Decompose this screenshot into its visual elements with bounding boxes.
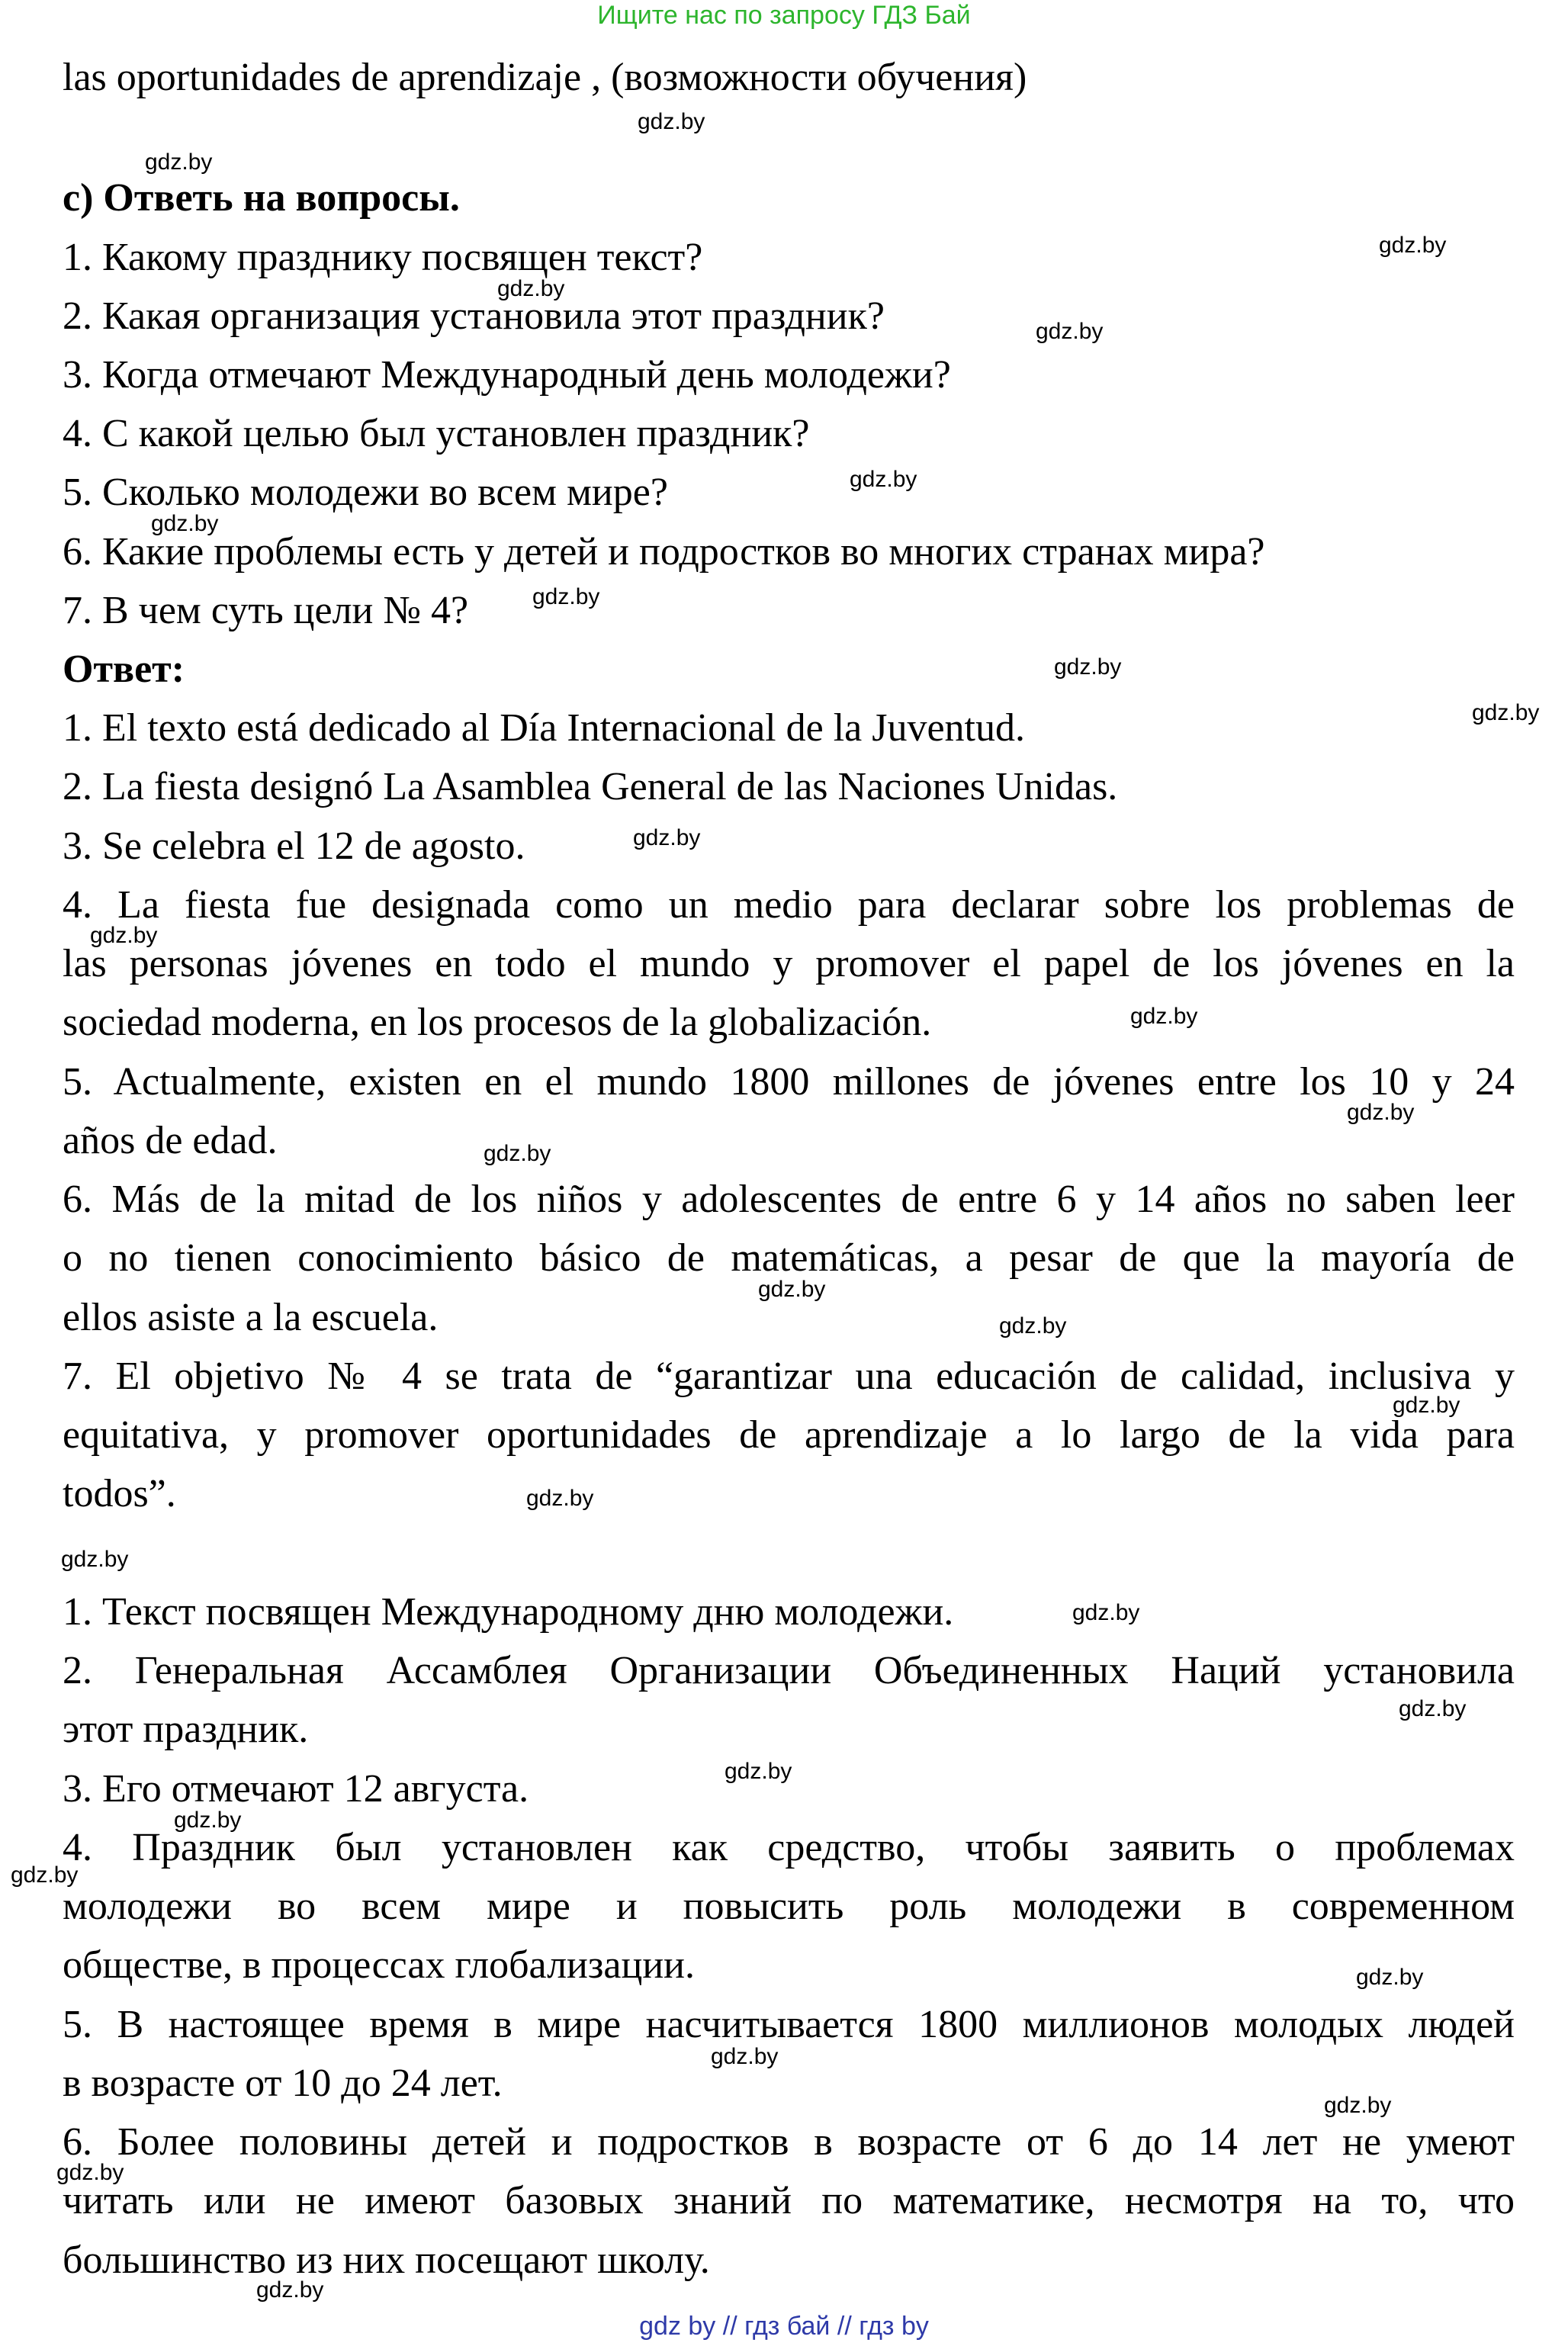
question-6: 6. Какие проблемы есть у детей и подростков во многих странах мира? [63,530,1265,574]
watermark: gdz.by [56,2160,124,2185]
watermark: gdz.by [61,1547,129,1572]
answer-es-6-line-3: ellos asiste a la escuela. [63,1296,439,1339]
watermark: gdz.by [145,149,213,175]
promo-banner[interactable]: Ищите нас по запросу ГДЗ Бай [597,1,971,30]
question-2: 2. Какая организация установила этот праздник? [63,294,885,338]
watermark: gdz.by [1379,233,1447,258]
question-1: 1. Какому празднику посвящен текст? [63,236,703,279]
watermark: gdz.by [1356,1965,1424,1990]
watermark: gdz.by [1072,1600,1140,1625]
watermark: gdz.by [90,923,158,948]
answer-es-6-line-1: 6. Más de la mitad de los niños y adolescentes de entre 6 y 14 años no saben leer [63,1178,1515,1221]
watermark: gdz.by [526,1486,594,1511]
watermark: gdz.by [1347,1100,1415,1125]
watermark: gdz.by [11,1862,79,1888]
watermark: gdz.by [1054,654,1122,680]
answer-ru-5-line-2: в возрасте от 10 до 24 лет. [63,2062,503,2105]
watermark: gdz.by [633,825,701,850]
answer-es-4-line-1: 4. La fiesta fue designada como un medio para declarar sobre los problemas de [63,883,1515,927]
answer-es-4-line-2: las personas jóvenes en todo el mundo y promover el papel de los jóvenes en la [63,942,1515,985]
watermark: gdz.by [1130,1004,1198,1029]
answer-ru-4-line-1: 4. Праздник был установлен как средство, чтобы заявить о проблемах [63,1826,1515,1869]
answer-ru-3: 3. Его отмечают 12 августа. [63,1767,529,1811]
watermark: gdz.by [484,1141,551,1166]
watermark: gdz.by [725,1759,792,1784]
answer-ru-5-line-1: 5. В настоящее время в мире насчитывается 1800 миллионов молодых людей [63,2003,1515,2046]
answer-es-6-line-2: o no tienen conocimiento básico de matemáticas, a pesar de que la mayoría de [63,1236,1515,1280]
answer-ru-4-line-3: обществе, в процессах глобализации. [63,1943,695,1987]
watermark: gdz.by [1393,1393,1460,1418]
footer-links[interactable]: gdz by // гдз бай // гдз by [639,2312,929,2341]
watermark: gdz.by [758,1277,826,1302]
answer-ru-2-line-2: этот праздник. [63,1708,309,1751]
watermark: gdz.by [1472,700,1540,725]
watermark: gdz.by [151,511,219,536]
answer-es-5-line-1: 5. Actualmente, existen en el mundo 1800 millones de jóvenes entre los 10 y 24 [63,1060,1515,1104]
watermark: gdz.by [638,109,705,134]
answer-es-4-line-3: sociedad moderna, en los procesos de la globalización. [63,1001,932,1044]
watermark: gdz.by [999,1313,1067,1339]
task-title: с) Ответь на вопросы. [63,176,460,220]
watermark: gdz.by [1399,1696,1467,1721]
watermark: gdz.by [711,2044,779,2069]
watermark: gdz.by [256,2277,324,2303]
watermark: gdz.by [497,276,565,301]
answer-es-3: 3. Se celebra el 12 de agosto. [63,824,525,868]
answer-es-1: 1. El texto está dedicado al Día Internacional de la Juventud. [63,706,1025,750]
question-5: 5. Сколько молодежи во всем мире? [63,471,668,514]
answer-title: Ответ: [63,648,185,691]
watermark: gdz.by [850,467,917,492]
answer-es-7-line-2: equitativa, y promover oportunidades de aprendizaje a lo largo de la vida para [63,1413,1515,1457]
answer-es-2: 2. La fiesta designó La Asamblea General de las Naciones Unidas. [63,765,1118,808]
watermark: gdz.by [1324,2093,1392,2118]
answer-ru-2-line-1: 2. Генеральная Ассамблея Организации Объединенных Наций установила [63,1649,1515,1692]
answer-ru-4-line-2: молодежи во всем мире и повысить роль молодежи в современном [63,1885,1515,1928]
vocab-line: las oportunidades de aprendizaje , (возможности обучения) [63,56,1027,99]
answer-es-5-line-2: años de edad. [63,1119,278,1162]
answer-es-7-line-1: 7. El objetivo № 4 se trata de “garantizar una educación de calidad, inclusiva y [63,1355,1515,1398]
answer-ru-6-line-1: 6. Более половины детей и подростков в возрасте от 6 до 14 лет не умеют [63,2120,1515,2164]
answer-ru-6-line-3: большинство из них посещают школу. [63,2238,710,2282]
question-3: 3. Когда отмечают Международный день молодежи? [63,353,951,397]
watermark: gdz.by [174,1808,242,1833]
answer-ru-1: 1. Текст посвящен Международному дню молодежи. [63,1590,954,1634]
watermark: gdz.by [532,584,600,609]
watermark: gdz.by [1036,319,1104,344]
question-7: 7. В чем суть цели № 4? [63,589,469,632]
question-4: 4. С какой целью был установлен праздник? [63,412,810,455]
answer-es-7-line-3: todos”. [63,1472,176,1515]
answer-ru-6-line-2: читать или не имеют базовых знаний по математике, несмотря на то, что [63,2179,1515,2222]
